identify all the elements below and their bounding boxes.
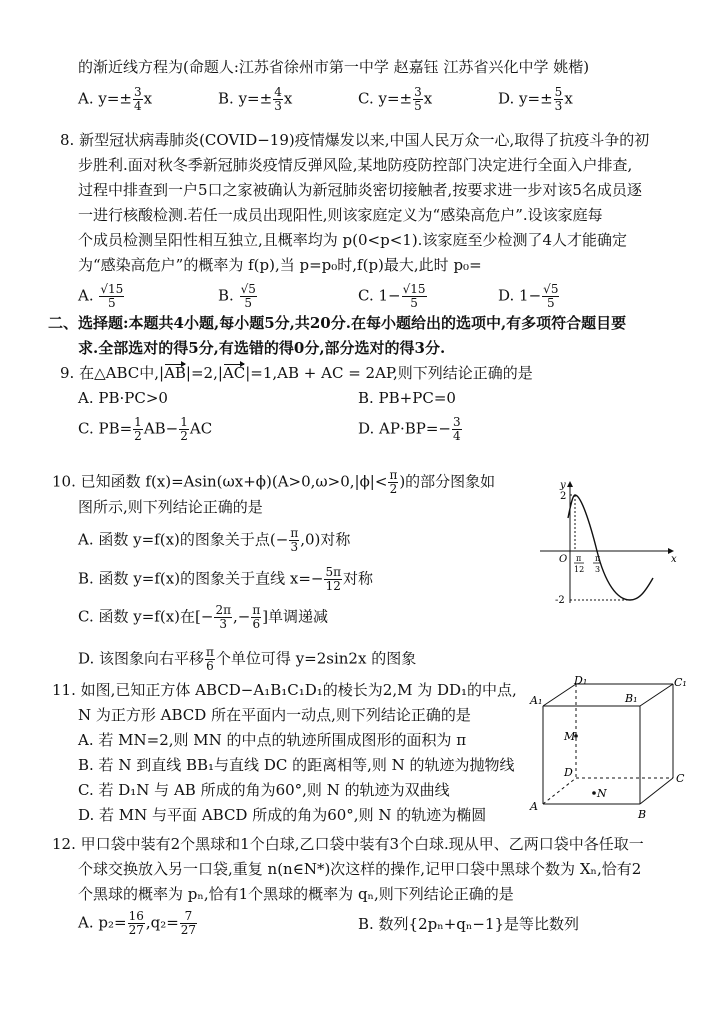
q7-option-a: A. y=± $\frac{3}{4}$ x <box>78 85 153 113</box>
q10-graph <box>535 478 685 608</box>
q11-cube-figure <box>528 676 693 822</box>
q8-stem-line4: 一进行核酸检测.若任一成员出现阳性,则该家庭定义为“感染高危户”.设该家庭每 <box>78 206 603 224</box>
tick-pi12-den: 12 <box>574 565 585 574</box>
q10-option-b: B. 函数 y=f(x)的图象关于直线 x=− $\frac{5\pi}{12}$ 对称 <box>78 565 373 593</box>
label-N: N <box>597 787 607 800</box>
y-axis-label: y <box>560 480 566 491</box>
q8-option-a: A. $\frac{√15}{5}$ <box>78 282 124 310</box>
q10-stem-line1: 10. 已知函数 f(x)=Asin(ωx+ϕ)(A>0,ω>0,|ϕ|< $\frac{\pi}{2}$ )的部分图象如 <box>52 468 496 496</box>
label-C1: C₁ <box>674 676 687 689</box>
q12-stem-line2: 个球交换放入另一口袋,重复 n(n∈N*)次这样的操作,记甲口袋中黑球个数为 Xₙ,恰有2 <box>78 860 642 878</box>
label-B1: B₁ <box>625 692 638 705</box>
edge-AD <box>543 778 576 804</box>
q9-option-a: A. PB·PC>0 <box>78 389 168 407</box>
q11-line5: C. 若 D₁N 与 AB 所成的角为60°,则 N 的轨迹为双曲线 <box>78 781 450 799</box>
q8-stem-line3: 过程中排查到一户5口之家被确认为新冠肺炎密切接触者,按要求进一步对该5名成员逐 <box>78 181 642 199</box>
label-C: C <box>676 772 685 785</box>
q9-option-d: D. AP·BP=− $\frac{3}{4}$ <box>358 415 461 443</box>
q9-option-c: C. PB= $\frac{1}{2}$ AB− $\frac{1}{2}$ AC <box>78 415 213 443</box>
q12-stem-line1: 12. 甲口袋中装有2个黑球和1个白球,乙口袋中装有3个白球.现从甲、乙两口袋中各任取一 <box>52 835 644 853</box>
q11-line3: A. 若 MN=2,则 MN 的中点的轨迹所围成图形的面积为 π <box>78 731 467 749</box>
y-max-label: 2 <box>560 491 567 502</box>
q9-stem: 9. 在△ABC中,|AB|=2,|AC|=1,AB + AC = 2AP,则下列结论正确的是 <box>60 364 533 382</box>
q12-option-b: B. 数列{2pₙ+qₙ−1}是等比数列 <box>358 915 580 933</box>
q8-option-b: B. $\frac{√5}{5}$ <box>218 282 256 310</box>
q10-option-c: C. 函数 y=f(x)在[− $\frac{2\pi}{3}$ ,− $\frac{\pi}{6}$ ]单调递减 <box>78 603 329 631</box>
label-B: B <box>638 808 647 821</box>
q8-stem-line6: 为“感染高危户”的概率为 f(p),当 p=p₀时,f(p)最大,此时 p₀= <box>78 256 482 274</box>
edge-B1C1 <box>640 684 673 706</box>
q8-stem-line5: 个成员检测呈阳性相互独立,且概率均为 p(0<p<1).该家庭至少检测了4人才能确定 <box>78 231 627 249</box>
q10-option-a: A. 函数 y=f(x)的图象关于点(− $\frac{\pi}{3}$ ,0)对称 <box>78 526 351 554</box>
q8-stem-line2: 步胜利.面对秋冬季新冠肺炎疫情反弹风险,某地防疫防控部门决定进行全面入户排查, <box>78 156 633 174</box>
tick-pi12-num: π <box>576 554 582 563</box>
q7-option-c: C. y=± $\frac{3}{5}$ x <box>358 85 433 113</box>
q7-stem-tail: 的渐近线方程为(命题人:江苏省徐州市第一中学 赵嘉钰 江苏省兴化中学 姚楷) <box>78 58 590 76</box>
edge-A1D1 <box>543 684 576 706</box>
q8-stem-line1: 8. 新型冠状病毒肺炎(COVID−19)疫情爆发以来,中国人民万众一心,取得了抗疫斗争的初 <box>60 131 650 149</box>
q7-option-b: B. y=± $\frac{4}{3}$ x <box>218 85 293 113</box>
edge-BC <box>640 778 673 804</box>
q9-option-b: B. PB+PC=0 <box>358 389 456 407</box>
section-2-header-line1: 二、选择题:本题共4小题,每小题5分,共20分.在每小题给出的选项中,有多项符合题目要 <box>48 314 627 332</box>
tick-pi3-num: π <box>595 554 601 563</box>
q11-line6: D. 若 MN 与平面 ABCD 所成的角为60°,则 N 的轨迹为椭圆 <box>78 806 487 824</box>
q8-option-c: C. 1− $\frac{√15}{5}$ <box>358 282 426 310</box>
q11-line1: 11. 如图,已知正方体 ABCD−A₁B₁C₁D₁的棱长为2,M 为 DD₁的中点, <box>52 681 517 699</box>
x-axis-label: x <box>671 554 677 565</box>
q12-option-a: A. p₂= $\frac{16}{27}$ ,q₂= $\frac{7}{27}$ <box>78 909 197 937</box>
point-N <box>592 791 596 795</box>
q12-stem-line3: 个黑球的概率为 pₙ,恰有1个黑球的概率为 qₙ,则下列结论正确的是 <box>78 885 514 903</box>
q10-stem-line2: 图所示,则下列结论正确的是 <box>78 498 263 516</box>
q10-option-d: D. 该图象向右平移 $\frac{\pi}{6}$ 个单位可得 y=2sin2x 的图象 <box>78 645 417 673</box>
label-A1: A₁ <box>530 694 543 707</box>
q11-line4: B. 若 N 到直线 BB₁与直线 DC 的距离相等,则 N 的轨迹为抛物线 <box>78 756 515 774</box>
q11-line2: N 为正方形 ABCD 所在平面内一动点,则下列结论正确的是 <box>78 706 471 724</box>
q8-option-d: D. 1− $\frac{√5}{5}$ <box>498 282 559 310</box>
label-D: D <box>564 766 573 779</box>
tick-pi3-den: 3 <box>595 565 601 574</box>
label-M: M <box>564 730 576 743</box>
q7-option-d: D. y=± $\frac{5}{3}$ x <box>498 85 573 113</box>
section-2-header-line2: 求.全部选对的得5分,有选错的得0分,部分选对的得3分. <box>78 339 446 357</box>
y-min-label: -2 <box>555 595 565 606</box>
label-A: A <box>530 800 538 813</box>
label-D1: D₁ <box>574 676 588 687</box>
origin-label: O <box>559 554 568 565</box>
sine-curve <box>568 495 653 600</box>
